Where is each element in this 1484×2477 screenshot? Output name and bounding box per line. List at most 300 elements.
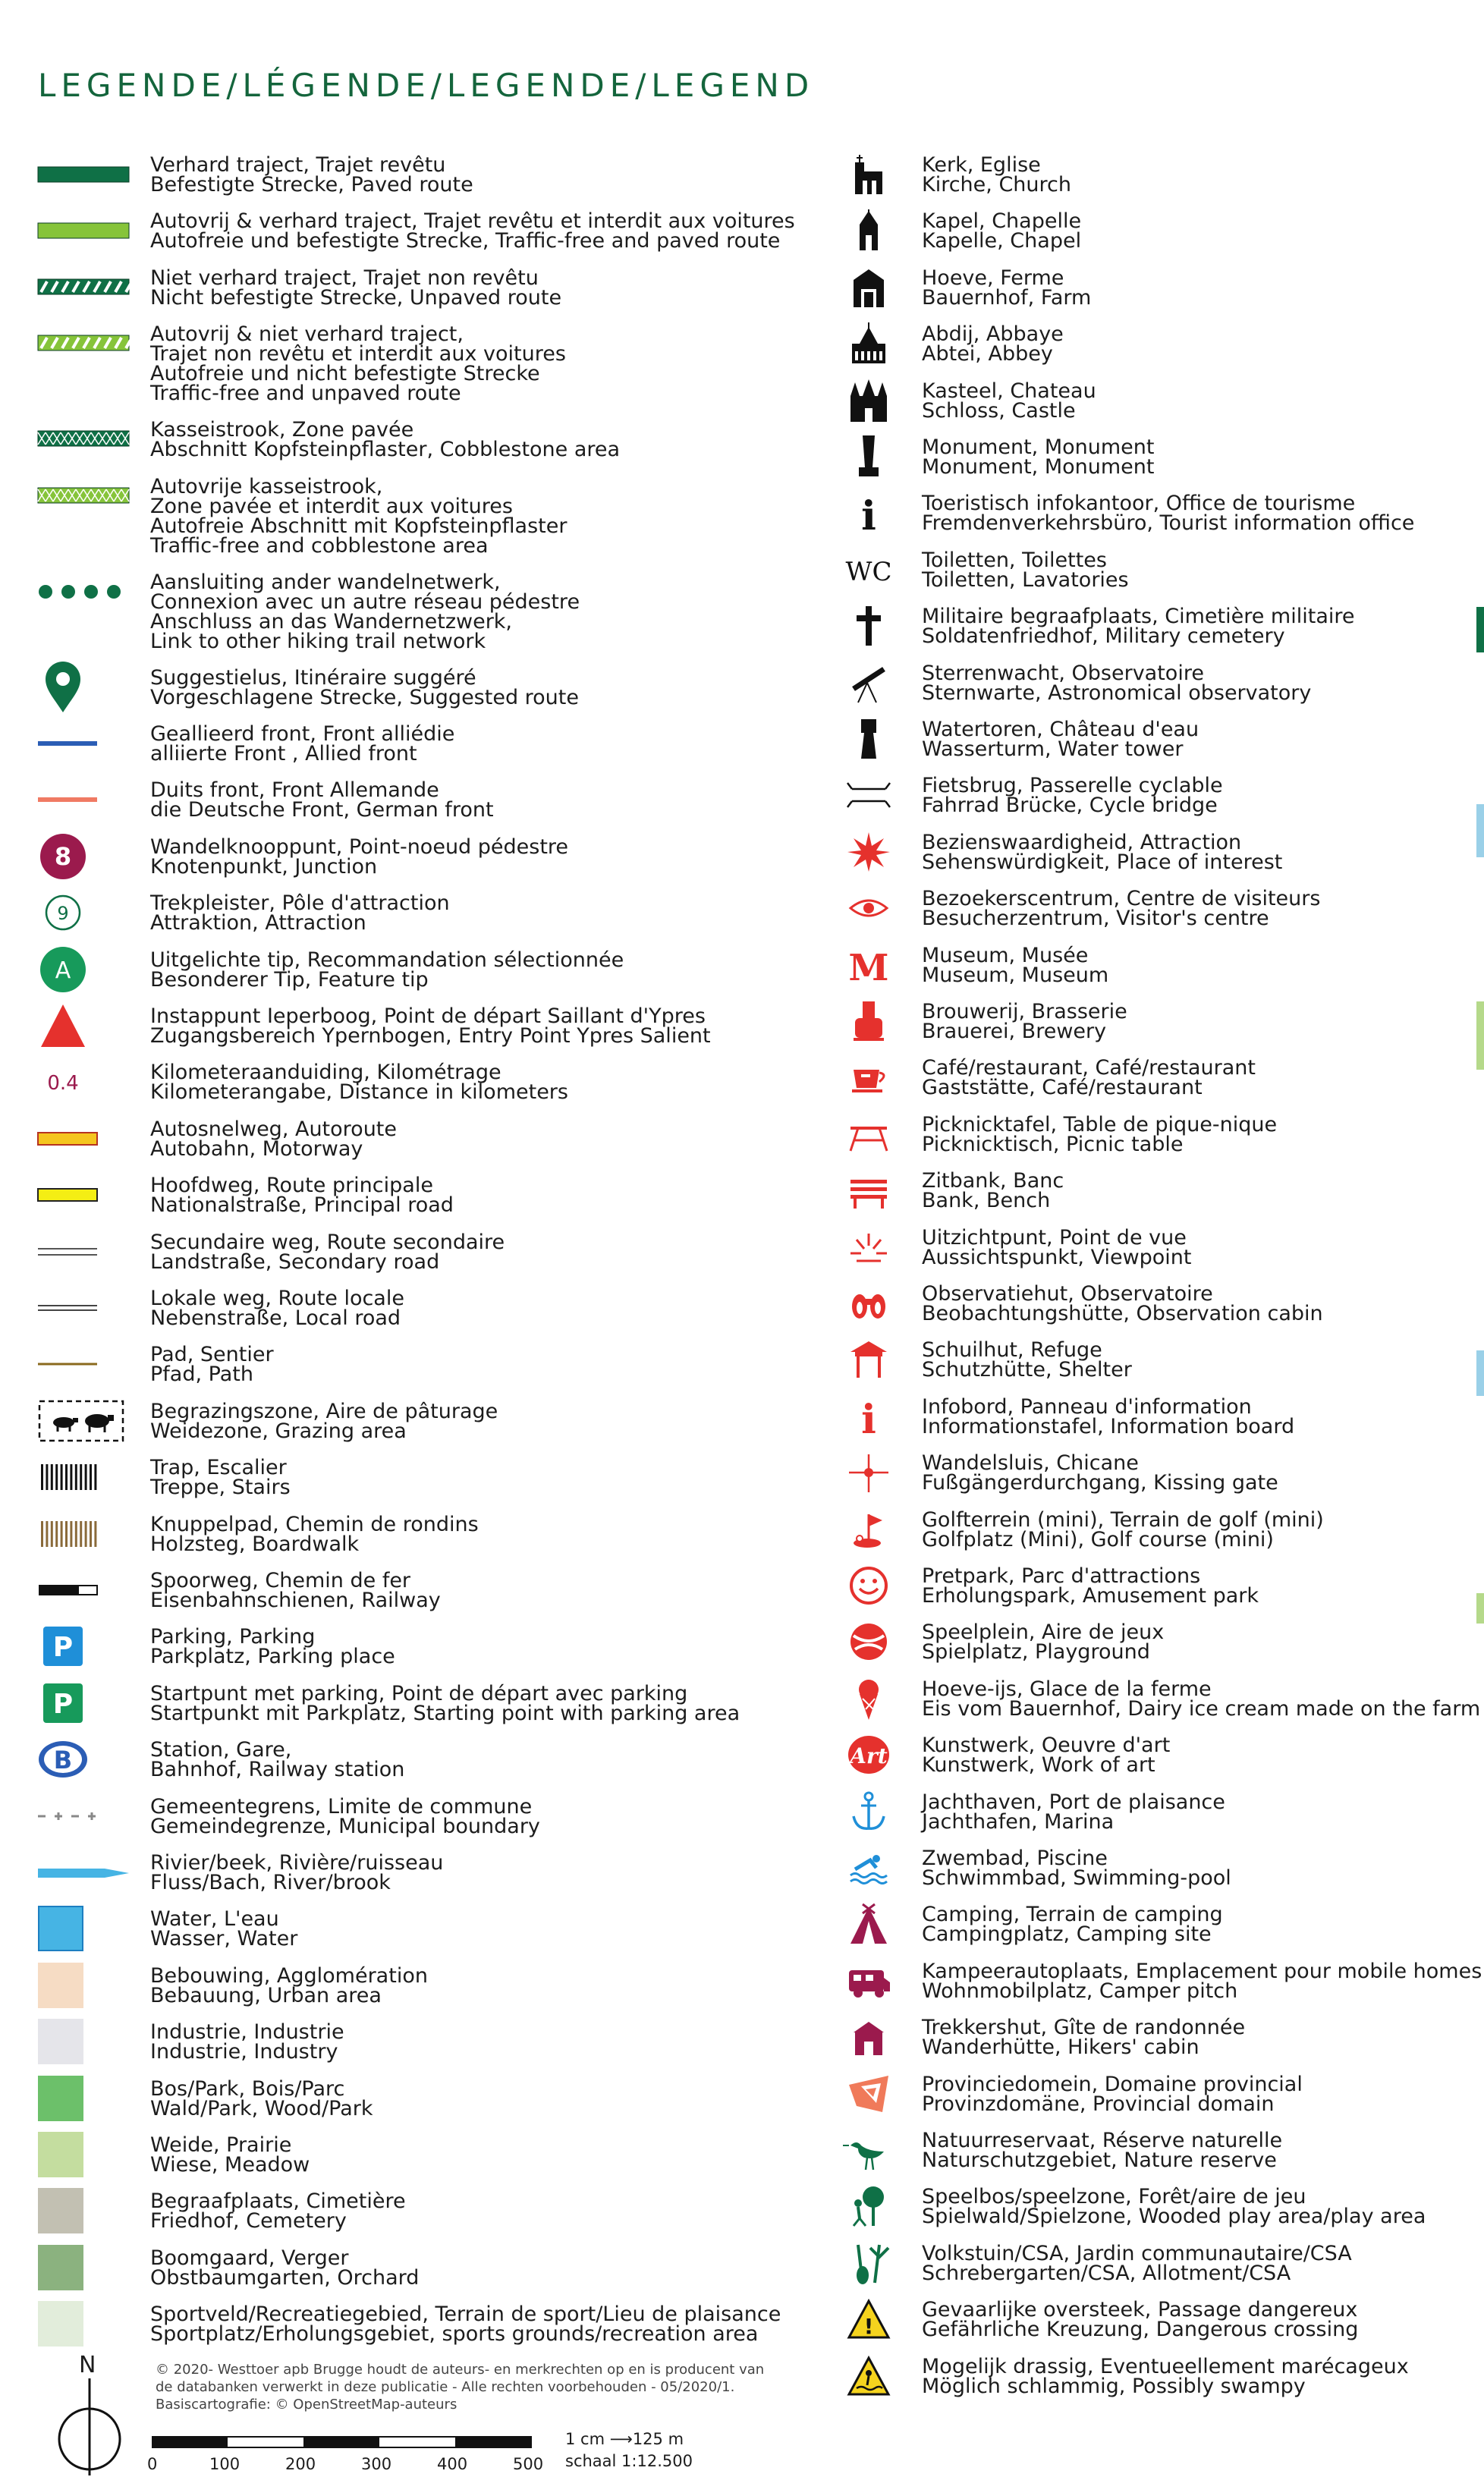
- legend-entry-line: Industrie, Industrie: [150, 2020, 344, 2045]
- legend-entry: [38, 1571, 441, 1611]
- industry-swatch-icon: [38, 2023, 129, 2060]
- legend-entry-line: Museum, Museum: [922, 963, 1109, 987]
- legend-entry: [38, 1117, 398, 1161]
- legend-entry-line: Spoorweg, Chemin de fer: [150, 1569, 411, 1592]
- legend-entry-line: Autosnelweg, Autoroute: [150, 1117, 398, 1141]
- legend-entry: [823, 1959, 1482, 2003]
- legend-entry-line: Befestigte Strecke, Paved route: [150, 173, 473, 196]
- cobblestone-line-icon: [38, 420, 129, 458]
- legend-entry-line: Spielplatz, Playground: [922, 1640, 1150, 1664]
- scale-tick-label: 0: [147, 2455, 158, 2473]
- legend-entry-label: [150, 1004, 711, 1048]
- picnic-table-icon: [823, 1115, 914, 1153]
- legend-entry: [823, 2187, 1426, 2227]
- legend-entry-label: [922, 889, 1320, 929]
- legend-entry: [823, 492, 1415, 540]
- legend-entry: [38, 1853, 443, 1893]
- legend-entry-line: Schloss, Castle: [922, 398, 1076, 423]
- legend-entry-label: [150, 209, 795, 253]
- legend-entry: [823, 1734, 1171, 1778]
- legend-entry: [823, 1171, 1064, 1211]
- legend-entry: [38, 778, 494, 822]
- scale-bar: [152, 2435, 539, 2450]
- legend-entry-line: Möglich schlammig, Possibly swampy: [922, 2374, 1306, 2398]
- legend-entry-label: [922, 1903, 1223, 1947]
- legend-entry-line: Wanderhütte, Hikers' cabin: [922, 2035, 1199, 2060]
- legend-entry: [823, 830, 1283, 874]
- legend-entry-label: [150, 1174, 454, 1218]
- legend-entry-label: [922, 830, 1283, 874]
- infoboard-icon: [823, 1396, 914, 1443]
- playground-ball-icon: [823, 1623, 914, 1661]
- legend-entry: [823, 1394, 1295, 1443]
- legend-entry-line: Kirche, Church: [922, 173, 1071, 196]
- legend-entry-label: [922, 1849, 1231, 1888]
- motorway-line-icon: [38, 1120, 129, 1158]
- legend-entry-line: Nicht befestigte Strecke, Unpaved route: [150, 285, 562, 310]
- legend-entry-line: Sternwarte, Astronomical observatory: [922, 681, 1312, 705]
- monument-icon: [823, 438, 914, 476]
- legend-entry-line: Kilometerangabe, Distance in kilometers: [150, 1080, 568, 1105]
- legend-entry-label: [922, 1959, 1482, 2003]
- allied-front-line-icon: [38, 725, 129, 762]
- legend-entry-label: [150, 1794, 540, 1838]
- legend-entry-label: [150, 570, 580, 653]
- legend-entry-line: Trap, Escalier: [150, 1456, 287, 1480]
- legend-entry-label: [922, 2300, 1358, 2340]
- legend-entry: [38, 1004, 711, 1048]
- legend-entry-line: Sportplatz/Erholungsgebiet, sports grounds/recreation area: [150, 2322, 759, 2347]
- legend-entry: [823, 2072, 1303, 2116]
- legend-entry-line: Schrebergarten/CSA, Allotment/CSA: [922, 2261, 1291, 2285]
- legend-entry-line: Vorgeschlagene Strecke, Suggested route: [150, 685, 579, 709]
- legend-entry-line: Wandelsluis, Chicane: [922, 1451, 1139, 1476]
- legend-entry-line: Autofreie und befestigte Strecke, Traffic-free and paved route: [150, 229, 781, 253]
- start-parking-icon: [38, 1684, 129, 1722]
- svg-text:!: !: [863, 2314, 874, 2340]
- legend-entry: [38, 1345, 274, 1385]
- legend-entry: [823, 1338, 1132, 1382]
- legend-entry-line: Picknicktisch, Picnic table: [922, 1132, 1184, 1156]
- legend-entry-label: [150, 1345, 274, 1385]
- scale-tick-label: 400: [437, 2455, 468, 2473]
- legend-entry-line: Soldatenfriedhof, Military cemetery: [922, 624, 1285, 649]
- play-forest-icon: [823, 2187, 914, 2225]
- legend-entry: [823, 322, 1064, 366]
- nature-reserve-bird-icon: [823, 2131, 914, 2169]
- legend-entry: [823, 435, 1155, 479]
- legend-entry-line: Schwimmbad, Swimming-pool: [922, 1866, 1231, 1890]
- north-arrow-icon: [52, 2378, 127, 2477]
- legend-entry-line: Wald/Park, Wood/Park: [150, 2096, 373, 2120]
- visitor-centre-eye-icon: [823, 889, 914, 927]
- legend-entry-label: [922, 1394, 1295, 1438]
- legend-entry-label: [922, 1002, 1127, 1042]
- legend-entry: [823, 1112, 1278, 1156]
- legend-entry-line: Begrazingszone, Aire de pâturage: [150, 1399, 498, 1423]
- toilets-icon: [823, 551, 914, 589]
- legend-entry-line: Brauerei, Brewery: [922, 1020, 1107, 1043]
- legend-entry-line: Abtei, Abbey: [922, 342, 1053, 366]
- legend-entry-line: Bebouwing, Agglomération: [150, 1963, 428, 1988]
- legend-entry-line: Uitzichtpunt, Point de vue: [922, 1225, 1187, 1250]
- legend-entry-label: [922, 1112, 1278, 1156]
- water-tower-icon: [823, 720, 914, 758]
- legend-entry-label: [150, 153, 473, 196]
- legend-entry-line: Mogelijk drassig, Eventueellement marécageux: [922, 2354, 1409, 2378]
- legend-entry: [38, 2246, 420, 2290]
- svg-text:WC: WC: [845, 556, 892, 587]
- legend-entry-line: Geallieerd front, Front alliédie: [150, 722, 455, 746]
- urban-area-swatch-icon: [38, 1966, 129, 2004]
- legend-entry-label: [150, 1512, 479, 1556]
- legend-entry: [38, 1907, 298, 1951]
- legend-entry: [823, 1790, 1225, 1834]
- legend-entry-line: Kunstwerk, Work of art: [922, 1753, 1155, 1778]
- legend-entry: [38, 266, 562, 310]
- legend-entry-line: Gaststätte, Café/restaurant: [922, 1076, 1203, 1100]
- legend-entry-line: Gemeindegrenze, Municipal boundary: [150, 1814, 540, 1838]
- legend-entry-line: Startpunt met parking, Point de départ avec parking: [150, 1681, 688, 1705]
- svg-text:P: P: [52, 1688, 74, 1720]
- principal-road-line-icon: [38, 1176, 129, 1214]
- legend-entry-label: [150, 2189, 406, 2233]
- water-area-swatch-icon: [38, 1910, 129, 1947]
- legend-entry-label: [922, 1338, 1132, 1382]
- traffic-free-paved-line-icon: [38, 212, 129, 250]
- legend-entry-line: Autovrije kasseistrook,: [150, 474, 383, 498]
- legend-entry-label: [150, 835, 569, 879]
- copyright-note: © 2020- Westtoer apb Brugge houdt de auteurs- en merkrechten op en is producent van de databanken verwerkt in deze publicatie - Alle rechten voorbehouden - 05/2020/1. Basiscartografie: © OpenStreetMap-auteurs: [156, 2362, 765, 2413]
- legend-entry-line: Wohnmobilplatz, Camper pitch: [922, 1979, 1238, 2003]
- svg-text:9: 9: [57, 903, 69, 925]
- telescope-icon: [823, 664, 914, 702]
- legend-entry: [38, 420, 620, 460]
- farm-icon: [823, 269, 914, 306]
- legend-entry-label: [150, 2020, 344, 2064]
- legend-entry: [823, 1677, 1481, 1721]
- legend-entry-line: Autobahn, Motorway: [150, 1136, 363, 1161]
- legend-entry-line: Hoeve, Ferme: [922, 266, 1064, 290]
- legend-entry-line: Secundaire weg, Route secondaire: [150, 1230, 505, 1254]
- legend-entry-label: [922, 2131, 1282, 2171]
- legend-entry-line: Duits front, Front Allemande: [150, 778, 439, 803]
- legend-entry-label: [150, 891, 450, 935]
- legend-entry-line: Schuilhut, Refuge: [922, 1338, 1102, 1363]
- legend-entry-line: Bezienswaardigheid, Attraction: [922, 830, 1242, 854]
- sports-grounds-swatch-icon: [38, 2305, 129, 2343]
- legend-entry: [823, 1058, 1256, 1098]
- paved-route-line-icon: [38, 156, 129, 193]
- legend-entry: [823, 605, 1355, 649]
- legend-entry-line: Jachthaven, Port de plaisance: [922, 1790, 1225, 1814]
- legend-entry-line: Wiese, Meadow: [150, 2153, 310, 2177]
- legend-entry-label: [150, 778, 494, 822]
- legend-entry-line: Hoofdweg, Route principale: [150, 1174, 433, 1198]
- legend-entry-line: Fußgängerdurchgang, Kissing gate: [922, 1471, 1278, 1495]
- legend-entry-label: [150, 1627, 395, 1667]
- entry-point-triangle-icon: [38, 1007, 129, 1045]
- legend-entry-line: Industrie, Industry: [150, 2040, 338, 2064]
- golf-icon: [823, 1510, 914, 1548]
- legend-entry-line: Traffic-free and cobblestone area: [150, 533, 489, 558]
- legend-entry-line: Uitgelichte tip, Recommandation sélectionnée: [150, 948, 624, 972]
- legend-entry-label: [922, 1620, 1165, 1664]
- legend-entry-line: Kapelle, Chapel: [922, 229, 1082, 253]
- legend-entry-line: Link to other hiking trail network: [150, 629, 486, 653]
- legend-entry-line: Landstraße, Secondary road: [150, 1250, 440, 1274]
- legend-entry-line: Bauernhof, Farm: [922, 285, 1092, 310]
- scale-tick-label: 300: [361, 2455, 392, 2473]
- legend-entry: [38, 570, 580, 653]
- legend-entry-label: [922, 1225, 1192, 1269]
- wood-park-swatch-icon: [38, 2079, 129, 2117]
- legend-entry-line: Kampeerautoplaats, Emplacement pour mobile homes: [922, 1959, 1482, 1983]
- legend-entry: [38, 665, 579, 709]
- legend-entry-line: Instappunt Ieperboog, Point de départ Saillant d'Ypres: [150, 1004, 706, 1028]
- legend-entry-label: [922, 2072, 1303, 2116]
- map-pin-icon: [38, 668, 129, 706]
- legend-entry-label: [150, 665, 579, 709]
- legend-entry-label: [150, 2246, 420, 2290]
- legend-entry-line: Provinciedomein, Domaine provincial: [922, 2072, 1303, 2096]
- legend-entry-line: Spielwald/Spielzone, Wooded play area/play area: [922, 2205, 1426, 2229]
- legend-entry-line: Kunstwerk, Oeuvre d'art: [922, 1734, 1171, 1758]
- swimming-pool-icon: [823, 1849, 914, 1887]
- legend-entry-line: die Deutsche Front, German front: [150, 798, 494, 822]
- ice-cream-icon: [823, 1680, 914, 1718]
- legend-entry-line: Toeristisch infokantoor, Office de tourisme: [922, 492, 1356, 516]
- legend-entry-line: Jachthafen, Marina: [922, 1809, 1115, 1834]
- legend-entry: [823, 2131, 1282, 2171]
- camping-tent-icon: [823, 1905, 914, 1943]
- stairs-icon: [38, 1458, 129, 1496]
- legend-entry-line: Pretpark, Parc d'attractions: [922, 1564, 1201, 1588]
- legend-entry: [38, 2189, 406, 2233]
- legend-entry: [38, 1399, 498, 1443]
- legend-entry-line: Friedhof, Cemetery: [150, 2209, 347, 2233]
- legend-entry-line: Naturschutzgebiet, Nature reserve: [922, 2149, 1277, 2172]
- legend-entry-label: [150, 722, 455, 765]
- art-icon: [823, 1736, 914, 1774]
- military-cemetery-cross-icon: [823, 607, 914, 645]
- swampy-warning-icon: [823, 2357, 914, 2395]
- legend-entry: [823, 2354, 1409, 2398]
- legend-entry-line: Autovrij & niet verhard traject,: [150, 322, 464, 347]
- legend-entry-line: Nebenstraße, Local road: [150, 1306, 401, 1330]
- scale-tick-label: 200: [285, 2455, 316, 2473]
- legend-entry-label: [922, 1451, 1278, 1495]
- legend-entry-line: Aansluiting ander wandelnetwerk,: [150, 570, 501, 594]
- legend-entry-line: Suggestielus, Itinéraire suggéré: [150, 665, 476, 690]
- legend-entry-line: Water, L'eau: [150, 1907, 279, 1932]
- legend-entry-line: Hoeve-ijs, Glace de la ferme: [922, 1677, 1212, 1701]
- legend-entry: [38, 322, 566, 406]
- legend-entry: [38, 1681, 740, 1725]
- legend-entry-line: Wasser, Water: [150, 1927, 298, 1951]
- legend-entry-line: Abdij, Abbaye: [922, 322, 1064, 347]
- legend-entry-line: Bos/Park, Bois/Parc: [150, 2076, 345, 2101]
- legend-entry-label: [150, 1681, 740, 1725]
- legend-entry-label: [150, 1117, 398, 1161]
- svg-text:P: P: [52, 1632, 74, 1664]
- legend-entry-line: Provinzdomäne, Provincial domain: [922, 2092, 1275, 2116]
- svg-text:A: A: [55, 957, 71, 984]
- hikers-cabin-icon: [823, 2018, 914, 2056]
- legend-entry: [38, 722, 455, 765]
- legend-entry-line: Toiletten, Lavatories: [922, 567, 1129, 592]
- legend-entry-line: Informationstafel, Information board: [922, 1414, 1295, 1438]
- legend-entry-line: Toiletten, Toilettes: [922, 548, 1107, 572]
- allotment-tools-icon: [823, 2244, 914, 2282]
- legend-entry-line: Monument, Monument: [922, 455, 1155, 479]
- legend-entry-line: Speelplein, Aire de jeux: [922, 1620, 1165, 1645]
- legend-entry-line: Sportveld/Recreatiegebied, Terrain de sport/Lieu de plaisance: [150, 2303, 781, 2327]
- legend-entry: [38, 835, 569, 879]
- tourist-info-icon: [823, 493, 914, 540]
- grazing-zone-icon: [38, 1402, 129, 1440]
- legend-entry-label: [922, 661, 1312, 705]
- legend-entry-label: [922, 2016, 1246, 2060]
- legend-entry-label: [922, 605, 1355, 649]
- legend-entry-line: Café/restaurant, Café/restaurant: [922, 1056, 1256, 1080]
- legend-title: LEGENDE/LÉGENDE/LEGENDE/LEGEND: [38, 67, 815, 104]
- legend-entry-line: Autovrij & verhard traject, Trajet revêtu et interdit aux voitures: [150, 209, 795, 234]
- legend-entry-line: Trekkershut, Gîte de randonnée: [922, 2016, 1246, 2040]
- parking-icon: [38, 1627, 129, 1665]
- legend-entry-label: [150, 948, 624, 992]
- legend-entry-line: Niet verhard traject, Trajet non revêtu: [150, 266, 539, 290]
- legend-entry: [823, 1451, 1278, 1495]
- legend-entry: [38, 1627, 395, 1667]
- museum-icon: [823, 946, 914, 989]
- dotted-link-line-icon: [38, 573, 129, 611]
- svg-text:8: 8: [54, 841, 72, 871]
- junction-node-icon: [38, 838, 129, 875]
- legend-entry-label: [922, 209, 1082, 253]
- legend-entry-line: Infobord, Panneau d'information: [922, 1394, 1252, 1419]
- legend-entry: [823, 209, 1082, 253]
- legend-entry: [38, 1174, 454, 1218]
- orchard-swatch-icon: [38, 2249, 129, 2287]
- path-line-icon: [38, 1345, 129, 1383]
- cycle-bridge-icon: [823, 776, 914, 814]
- abbey-icon: [823, 325, 914, 363]
- legend-entry-label: [150, 1458, 291, 1498]
- kissing-gate-icon: [823, 1454, 914, 1492]
- map-edge-strip: [1476, 607, 1484, 1897]
- legend-entry-line: Wasserturm, Water tower: [922, 737, 1184, 761]
- feature-tip-icon: [38, 951, 129, 989]
- scale-ratio: schaal 1:12.500: [565, 2452, 693, 2470]
- svg-text:M: M: [848, 946, 889, 989]
- legend-entry-label: [922, 1507, 1324, 1551]
- legend-entry: [823, 1620, 1165, 1664]
- legend-entry: [823, 1284, 1323, 1324]
- legend-entry-line: Zwembad, Piscine: [922, 1847, 1108, 1870]
- legend-entry-line: Abschnitt Kopfsteinpflaster, Cobblestone area: [150, 438, 621, 462]
- scale-conversion: 1 cm ⟶125 m: [565, 2430, 684, 2448]
- legend-entry-line: Sehenswürdigkeit, Place of interest: [922, 850, 1283, 874]
- scale-tick-label: 500: [513, 2455, 544, 2473]
- legend-entry-label: [922, 1284, 1323, 1324]
- attraction-star-icon: [823, 833, 914, 871]
- legend-entry-label: [922, 1677, 1481, 1721]
- traffic-free-unpaved-line-icon: [38, 325, 129, 363]
- svg-text:i: i: [861, 1396, 876, 1443]
- legend-entry-label: [922, 548, 1129, 592]
- castle-icon: [823, 382, 914, 420]
- legend-entry: [38, 2303, 781, 2347]
- legend-entry-line: Besonderer Tip, Feature tip: [150, 967, 429, 992]
- legend-entry-label: [922, 1790, 1225, 1834]
- legend-entry-line: Fremdenverkehrsbüro, Tourist information office: [922, 511, 1415, 536]
- legend-entry: [38, 1061, 568, 1105]
- legend-entry-label: [922, 492, 1415, 536]
- local-road-line-icon: [38, 1289, 129, 1327]
- secondary-road-line-icon: [38, 1233, 129, 1271]
- legend-entry-line: Schutzhütte, Shelter: [922, 1358, 1132, 1382]
- legend-entry-line: Pad, Sentier: [150, 1343, 274, 1367]
- legend-entry-line: Bezoekerscentrum, Centre de visiteurs: [922, 887, 1321, 911]
- legend-entry: [823, 720, 1199, 759]
- legend-entry-line: Campingplatz, Camping site: [922, 1922, 1212, 1947]
- legend-entry: [38, 474, 568, 558]
- legend-entry: [38, 1230, 505, 1274]
- legend-entry-line: Natuurreservaat, Réserve naturelle: [922, 2129, 1283, 2152]
- legend-entry-line: Station, Gare,: [150, 1738, 292, 1762]
- legend-entry-label: [922, 1058, 1256, 1098]
- legend-entry-label: [150, 1571, 441, 1611]
- legend-entry-line: Knotenpunkt, Junction: [150, 854, 378, 879]
- legend-entry-line: Beobachtungshütte, Observation cabin: [922, 1302, 1323, 1325]
- legend-entry: [823, 1903, 1223, 1947]
- legend-entry-line: Bahnhof, Railway station: [150, 1758, 405, 1782]
- legend-entry-line: Fietsbrug, Passerelle cyclable: [922, 774, 1223, 798]
- legend-entry-line: Observatiehut, Observatoire: [922, 1282, 1213, 1306]
- legend-entry-line: Golfplatz (Mini), Golf course (mini): [922, 1527, 1274, 1551]
- legend-entry-line: Zugangsbereich Ypernbogen, Entry Point Ypres Salient: [150, 1024, 711, 1048]
- bench-icon: [823, 1171, 914, 1209]
- legend-entry-line: Fluss/Bach, River/brook: [150, 1871, 391, 1894]
- legend-entry-line: Traffic-free and unpaved route: [150, 382, 461, 406]
- svg-text:Art: Art: [850, 1743, 888, 1769]
- legend-entry-line: Kerk, Eglise: [922, 153, 1041, 177]
- legend-entry-line: Monument, Monument: [922, 435, 1155, 459]
- legend-entry-line: Erholungspark, Amusement park: [922, 1584, 1259, 1608]
- legend-entry-label: [150, 2133, 310, 2177]
- railway-station-icon: [38, 1740, 129, 1778]
- legend-entry-label: [150, 322, 566, 406]
- legend-entry-line: Knuppelpad, Chemin de rondins: [150, 1512, 479, 1536]
- legend-entry-line: Startpunkt mit Parkplatz, Starting point with parking area: [150, 1701, 740, 1725]
- legend-entry-line: Besucherzentrum, Visitor's centre: [922, 907, 1269, 931]
- legend-entry-label: [150, 474, 568, 558]
- legend-entry-line: Zitbank, Banc: [922, 1169, 1064, 1193]
- railway-line-icon: [38, 1571, 129, 1609]
- church-icon: [823, 156, 914, 193]
- legend-entry-line: Fahrrad Brücke, Cycle bridge: [922, 794, 1218, 818]
- legend-entry: [38, 1512, 479, 1556]
- legend-entry-label: [150, 1907, 298, 1951]
- unpaved-route-line-icon: [38, 269, 129, 306]
- legend-entry: [823, 548, 1129, 592]
- legend-entry-line: Brouwerij, Brasserie: [922, 1000, 1127, 1023]
- legend-entry: [823, 266, 1092, 310]
- legend-entry-line: alliierte Front , Allied front: [150, 742, 417, 765]
- legend-entry-line: Weidezone, Grazing area: [150, 1419, 407, 1443]
- legend-entry: [823, 379, 1096, 423]
